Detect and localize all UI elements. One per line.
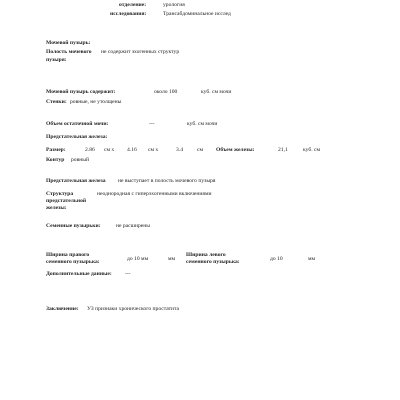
residual-urine-label: Объем остаточной мочи: bbox=[46, 121, 109, 127]
bladder-contains-unit: куб. см мочи bbox=[201, 89, 232, 95]
left-vesicle-value: до 10 bbox=[270, 256, 283, 262]
exam-label: исследования: bbox=[110, 11, 147, 17]
prostate-protrusion-value: не выступает в полость мочевого пузыря bbox=[118, 178, 216, 184]
seminal-vesicles-label: Семенные пузырьки: bbox=[46, 223, 101, 229]
residual-urine-value: --- bbox=[149, 121, 155, 127]
prostate-size-1: 2.86 bbox=[85, 147, 95, 153]
conclusion-value: УЗ признаки хронического простатита bbox=[87, 306, 180, 312]
exam-value: Трансабдоминальное исслед bbox=[163, 11, 231, 17]
right-vesicle-value: до 10 мм bbox=[127, 256, 149, 262]
prostate-title: Предстательная железа: bbox=[46, 134, 108, 140]
bladder-cavity-label-2: пузыря: bbox=[46, 57, 67, 63]
bladder-cavity-value: не содержит эхогенных структур bbox=[101, 49, 180, 55]
prostate-structure-value: неоднородная с гиперэхогенными включениями bbox=[97, 191, 212, 197]
extra-data-value: --- bbox=[125, 271, 131, 277]
left-vesicle-label-1: Ширина левого bbox=[186, 252, 226, 258]
prostate-structure-label-2: предстательной bbox=[46, 198, 87, 204]
right-vesicle-label-2: семенного пузырька: bbox=[46, 259, 100, 265]
right-vesicle-unit: мм bbox=[168, 256, 176, 262]
prostate-contour-label: Контур bbox=[46, 157, 65, 163]
right-vesicle-label-1: Ширина правого bbox=[46, 252, 90, 258]
left-vesicle-label-2: семенного пузырька: bbox=[186, 259, 240, 265]
prostate-structure-label-1: Структура bbox=[46, 191, 74, 197]
prostate-contour-value: ровный bbox=[71, 157, 89, 163]
bladder-cavity-label: Полость мочевого bbox=[46, 49, 92, 55]
prostate-size-3: 3.4 bbox=[176, 147, 183, 153]
bladder-walls-label: Стенки: bbox=[46, 99, 67, 105]
bladder-contains-label: Мочевой пузырь содержит: bbox=[46, 89, 116, 95]
department-label: отделение: bbox=[119, 2, 147, 8]
seminal-vesicles-value: не расширены bbox=[116, 223, 150, 229]
department-value: урология bbox=[163, 2, 185, 8]
prostate-structure-label-3: железы: bbox=[46, 205, 67, 211]
prostate-volume-unit: куб. см bbox=[303, 147, 321, 153]
prostate-size-label: Размер: bbox=[46, 147, 66, 153]
prostate-size-unit-1: см х bbox=[104, 147, 115, 153]
left-vesicle-unit: мм bbox=[308, 256, 316, 262]
prostate-protrusion-label: Предстательная железа bbox=[46, 178, 106, 184]
prostate-size-2: 4.16 bbox=[127, 147, 137, 153]
prostate-volume-value: 21,1 bbox=[278, 147, 288, 153]
conclusion-label: Заключение: bbox=[46, 306, 79, 312]
bladder-walls-value: ровные, не утолщены bbox=[70, 99, 122, 105]
extra-data-label: Дополнительные данные: bbox=[46, 271, 112, 277]
bladder-contains-value: около 100 bbox=[154, 89, 178, 95]
residual-urine-unit: куб. см мочи bbox=[187, 121, 218, 127]
prostate-size-unit-2: см х bbox=[148, 147, 159, 153]
prostate-size-unit-3: см bbox=[197, 147, 204, 153]
prostate-volume-label: Объем железы: bbox=[216, 147, 255, 153]
bladder-title: Мочевой пузырь: bbox=[46, 40, 91, 46]
